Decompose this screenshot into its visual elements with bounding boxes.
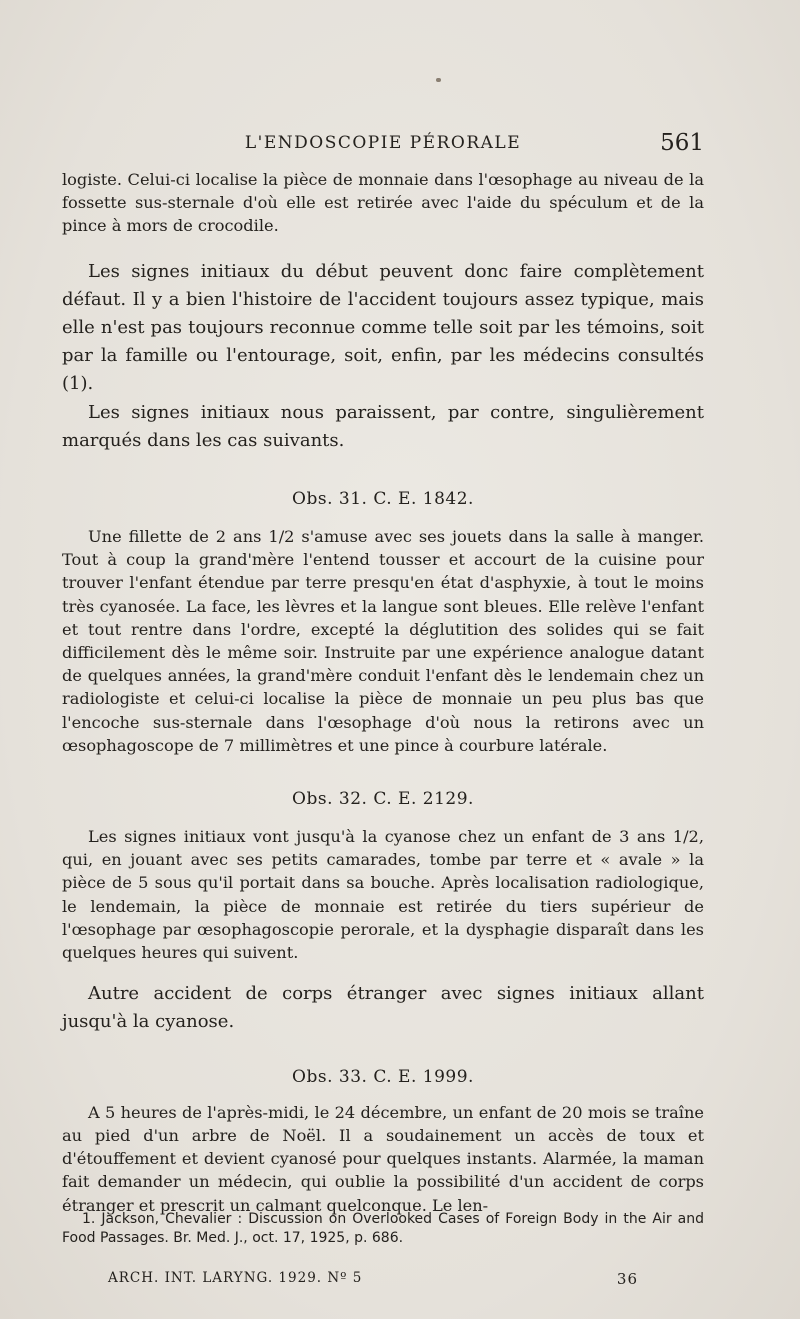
- paragraph-marked-signs: Les signes initiaux nous paraissent, par contre, singulièrement marqués dans les cas suivants.: [62, 401, 704, 451]
- observation-title-33: Obs. 33. C. E. 1999.: [292, 1066, 474, 1087]
- journal-reference: ARCH. INT. LARYNG. 1929. Nº 5: [108, 1270, 363, 1286]
- observation-text-31: Une fillette de 2 ans 1/2 s'amuse avec ses jouets dans la salle à manger. Tout à coup la grand'mère l'entend tousser et accourt de la cuisine pour trouver l'enfant étendue par terre presqu'en état d'asphyxie, à tout le moins très cyanosée. La face, les lèvres et la langue sont bleues. Elle relève l'enfant et tout rentre dans l'ordre, excepté la déglutition des solides qui se fait difficilement dès le même soir. Instruite par une expérience analogue datant de quelques années, la grand'mère conduit l'enfant dès le lendemain chez un radiologiste et celui-ci localise la pièce de monnaie un peu plus bas que l'encoche sus-sternale dans l'œsophage d'où nous la retirons avec un œsophagoscope de 7 millimètres et une pince à courbure latérale.: [62, 527, 704, 755]
- signature-mark: 36: [616, 1270, 638, 1288]
- body-text: [62, 168, 704, 1217]
- paragraph-other-accident: Autre accident de corps étranger avec signes initiaux allant jusqu'à la cyanose.: [62, 983, 704, 1033]
- observation-text-32: Les signes initiaux vont jusqu'à la cyanose chez un enfant de 3 ans 1/2, qui, en jouant avec ses petits camarades, tombe par terre et « avale » la pièce de 5 sous qu'il portait dans sa bouche. Après localisation radiologique, le lendemain, la pièce de monnaie est retirée du tiers supérieur de l'œsophage par œsophagoscopie perorale, et la dysphagie disparaît dans les quelques heures qui suivent.: [62, 827, 704, 963]
- observation-title-32: Obs. 32. C. E. 2129.: [292, 789, 474, 810]
- footnotes: [62, 1210, 704, 1248]
- paragraph-initial-signs: Les signes initiaux du début peuvent donc faire complètement défaut. Il y a bien l'histoire de l'accident toujours assez typique, mais elle n'est pas toujours reconnue comme telle soit par les témoins, soit par la famille ou l'entourage, soit, enfin, par les médecins consultés (1).: [62, 260, 704, 395]
- running-title: L'ENDOSCOPIE PÉRORALE: [244, 133, 522, 153]
- footnote-1: 1. Jackson, Chevalier : Discussion on Overlooked Cases of Foreign Body in the Air and Food Passages. Br. Med. J., oct. 17, 1925, p. 686.: [62, 1211, 704, 1246]
- observation-text-33: A 5 heures de l'après-midi, le 24 décembre, un enfant de 20 mois se traîne au pied d'un arbre de Noël. Il a soudainement un accès de toux et d'étouffement et devient cyanosé pour quelques instants. Alarmée, la maman fait demander un médecin, qui oublie la possibilité d'un accident de corps étranger et prescrit un calmant quelconque. Le len-: [62, 1102, 704, 1215]
- page-header: [62, 128, 704, 162]
- page-number: 561: [660, 130, 704, 156]
- observation-title-31: Obs. 31. C. E. 1842.: [292, 489, 474, 510]
- ink-speck: [436, 78, 441, 82]
- paragraph-continuation: logiste. Celui-ci localise la pièce de monnaie dans l'œsophage au niveau de la fossette sus-sternale d'où elle est retirée avec l'aide du spéculum et de la pince à mors de crocodile.: [62, 170, 704, 236]
